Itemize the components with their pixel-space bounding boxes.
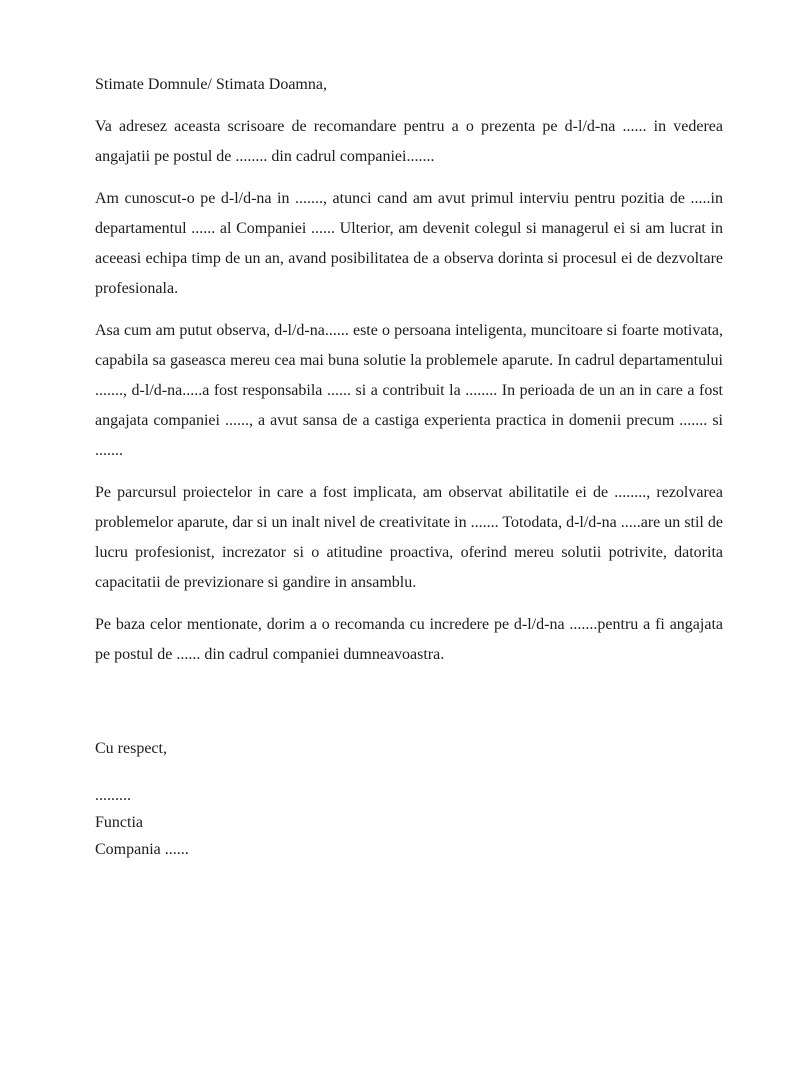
paragraph-recommendation: Pe baza celor mentionate, dorim a o recomanda cu incredere pe d-l/d-na .......pentru a fi angajata pe postul de ...... din cadrul companiei dumneavoastra. <box>95 616 723 663</box>
salutation-line: Stimate Domnule/ Stimata Doamna, <box>95 76 327 93</box>
recommendation-letter <box>95 70 723 863</box>
signature-dots-line: ......... <box>95 787 131 804</box>
signature-company-line: Compania ...... <box>95 841 189 858</box>
paragraph-acquaintance: Am cunoscut-o pe d-l/d-na in ......., atunci cand am avut primul interviu pentru pozitia de .....in departamentul ...... al Companiei ...... Ulterior, am devenit colegul si managerul ei si am lucrat in aceeasi echipa timp de un an, avand posibilitatea de a observa dorinta si procesul ei de dezvoltare profesionala. <box>95 190 723 297</box>
paragraph-skills: Pe parcursul proiectelor in care a fost implicata, am observat abilitatile ei de ........, rezolvarea problemelor aparute, dar si un inalt nivel de creativitate in ....... Totodata, d-l/d-na .....are un stil de lucru profesionist, increzator si o atitudine proactiva, oferind mereu solutii potrivite, datorita capacitatii de previzionare si gandire in ansamblu. <box>95 484 723 591</box>
signature-role-line: Functia <box>95 814 143 831</box>
closing-line: Cu respect, <box>95 740 167 757</box>
signature-block <box>95 782 723 863</box>
paragraph-qualities: Asa cum am putut observa, d-l/d-na...... este o persoana inteligenta, muncitoare si foarte motivata, capabila sa gaseasca mereu cea mai buna solutie la problemele aparute. In cadrul departamentului ......., d-l/d-na.....a fost responsabila ...... si a contribuit la ........ In perioada de un an in care a fost angajata companiei ......, a avut sansa de a castiga experienta practica in domenii precum ....... si ....... <box>95 322 723 459</box>
paragraph-introduction: Va adresez aceasta scrisoare de recomandare pentru a o prezenta pe d-l/d-na ...... in vederea angajatii pe postul de ........ din cadrul companiei....... <box>95 118 723 165</box>
